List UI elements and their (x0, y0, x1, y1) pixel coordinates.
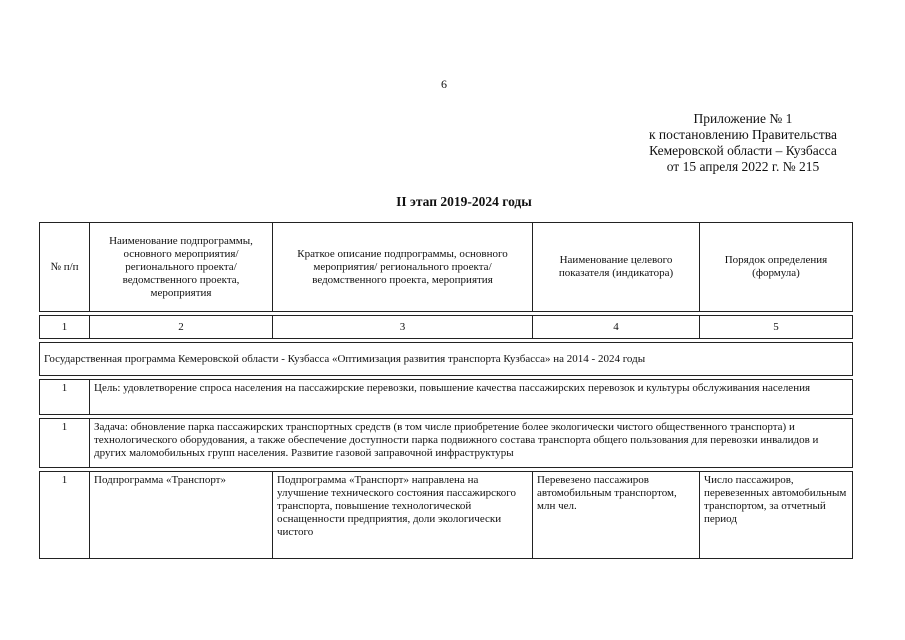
column-number-row (40, 316, 853, 339)
appendix-line: Приложение № 1 (693, 111, 793, 126)
stage-title: II этап 2019-2024 годы (396, 194, 532, 209)
page-number: 6 (441, 77, 447, 91)
header-cell: Краткое описание подпрограммы, основного мероприятия/ регионального проекта/ ведомственного проекта, мероприятия (273, 223, 533, 312)
appendix-line: к постановлению Правительства (648, 127, 837, 142)
subprogram-name: Подпрограмма «Транспорт» (90, 472, 273, 559)
subprogram-description: Подпрограмма «Транспорт» направлена на улучшение технического состояния пассажирского транспорта, повышение технологической оснащенности предприятия, доли экологически чистого (273, 472, 533, 559)
goal-text: Цель: удовлетворение спроса населения на пассажирские перевозки, повышение качества пассажирских перевозок и культуры обслуживания населения (90, 380, 853, 415)
subprogram-formula: Число пассажиров, перевезенных автомобильным транспортом, за отчетный период (700, 472, 853, 559)
header-cell: Порядок определения (формула) (700, 223, 853, 312)
appendix-block (649, 111, 837, 175)
appendix-line: от 15 апреля 2022 г. № 215 (666, 159, 820, 174)
subprogram-row (40, 472, 853, 559)
column-number: 1 (40, 316, 90, 339)
column-number: 5 (700, 316, 853, 339)
header-cell: Наименование целевого показателя (индикатора) (533, 223, 700, 312)
task-row (40, 419, 853, 468)
appendix-line: Кемеровской области – Кузбасса (649, 143, 837, 158)
row-number: 1 (40, 380, 90, 415)
goal-row (40, 380, 853, 415)
header-cell: Наименование подпрограммы, основного мероприятия/ регионального проекта/ ведомственного проекта, мероприятия (90, 223, 273, 312)
header-row (40, 223, 853, 312)
column-number: 4 (533, 316, 700, 339)
column-number: 2 (90, 316, 273, 339)
task-text: Задача: обновление парка пассажирских транспортных средств (в том числе приобретение более экологически чистого общественного транспорта) и технологического оборудования, а также обеспечение доступности парка подвижного состава транспорта общего пользования для перевозки инвалидов и других маломобильных групп населения. Развитие газовой заправочной инфраструктуры (90, 419, 853, 468)
row-number: 1 (40, 419, 90, 468)
header-cell: № п/п (40, 223, 90, 312)
row-number: 1 (40, 472, 90, 559)
program-title: Государственная программа Кемеровской области - Кузбасса «Оптимизация развития транспорта Кузбасса» на 2014 - 2024 годы (40, 343, 853, 376)
column-number: 3 (273, 316, 533, 339)
subprogram-indicator: Перевезено пассажиров автомобильным транспортом, млн чел. (533, 472, 700, 559)
program-table (39, 222, 853, 559)
program-title-row (40, 343, 853, 376)
